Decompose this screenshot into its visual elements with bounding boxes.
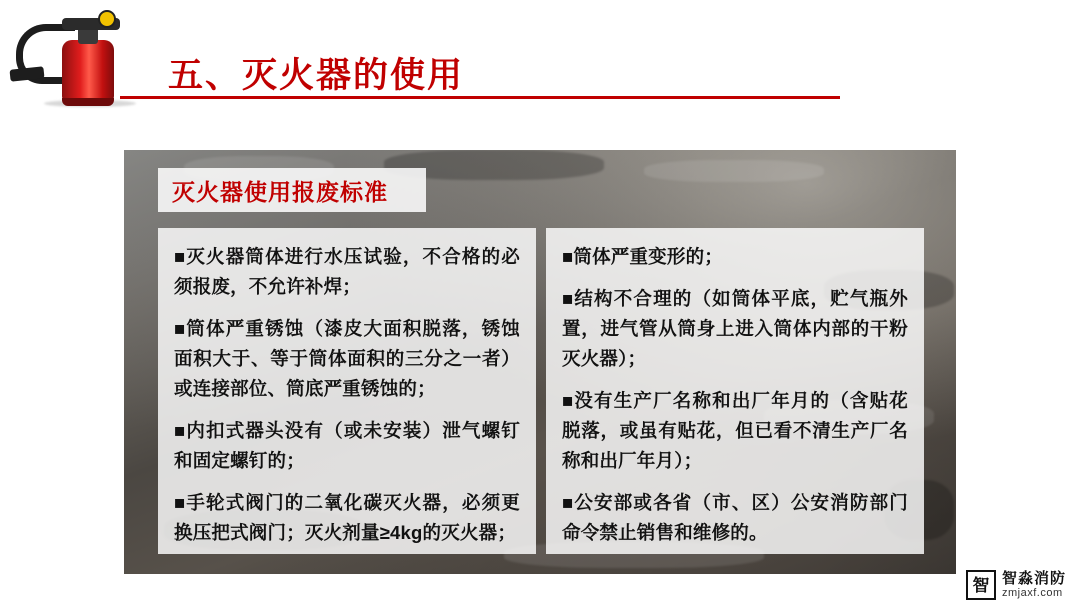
page-title: 五、灭火器的使用 (168, 56, 465, 95)
background-photo-panel (124, 150, 956, 574)
slide-header (0, 0, 1080, 110)
criteria-item: ■公安部或各省（市、区）公安消防部门命令禁止销售和维修的。 (562, 492, 908, 543)
criteria-item: ■筒体严重变形的； (562, 246, 723, 267)
criteria-item: ■内扣式器头没有（或未安装）泄气螺钉和固定螺钉的； (174, 420, 520, 471)
watermark (966, 570, 1066, 600)
brand-url: zmjaxf.com (1001, 587, 1063, 600)
criteria-item: ■没有生产厂名称和出厂年月的（含贴花脱落，或虽有贴花，但已看不清生产厂名称和出厂年月）； (562, 390, 908, 471)
criteria-item: ■灭火器筒体进行水压试验，不合格的必须报废，不允许补焊； (174, 246, 520, 297)
brand-name: 智淼消防 (1001, 570, 1066, 588)
panel-title-text: 灭火器使用报废标准 (172, 178, 388, 205)
criteria-column-right (546, 228, 924, 554)
brand-logo-icon: 智 (966, 570, 996, 600)
header-divider (120, 96, 840, 99)
criteria-column-left (158, 228, 536, 554)
criteria-item: ■结构不合理的（如筒体平底，贮气瓶外置，进气管从筒身上进入筒体内部的干粉灭火器）； (562, 288, 908, 369)
criteria-item: ■手轮式阀门的二氧化碳灭火器，必须更换压把式阀门；灭火剂量≥4kg的灭火器； (174, 492, 520, 543)
fire-extinguisher-icon (10, 8, 160, 104)
panel-title (158, 168, 426, 212)
criteria-item: ■筒体严重锈蚀（漆皮大面积脱落，锈蚀面积大于、等于筒体面积的三分之一者）或连接部位、筒底严重锈蚀的； (174, 318, 520, 399)
watermark-text (1002, 570, 1066, 600)
